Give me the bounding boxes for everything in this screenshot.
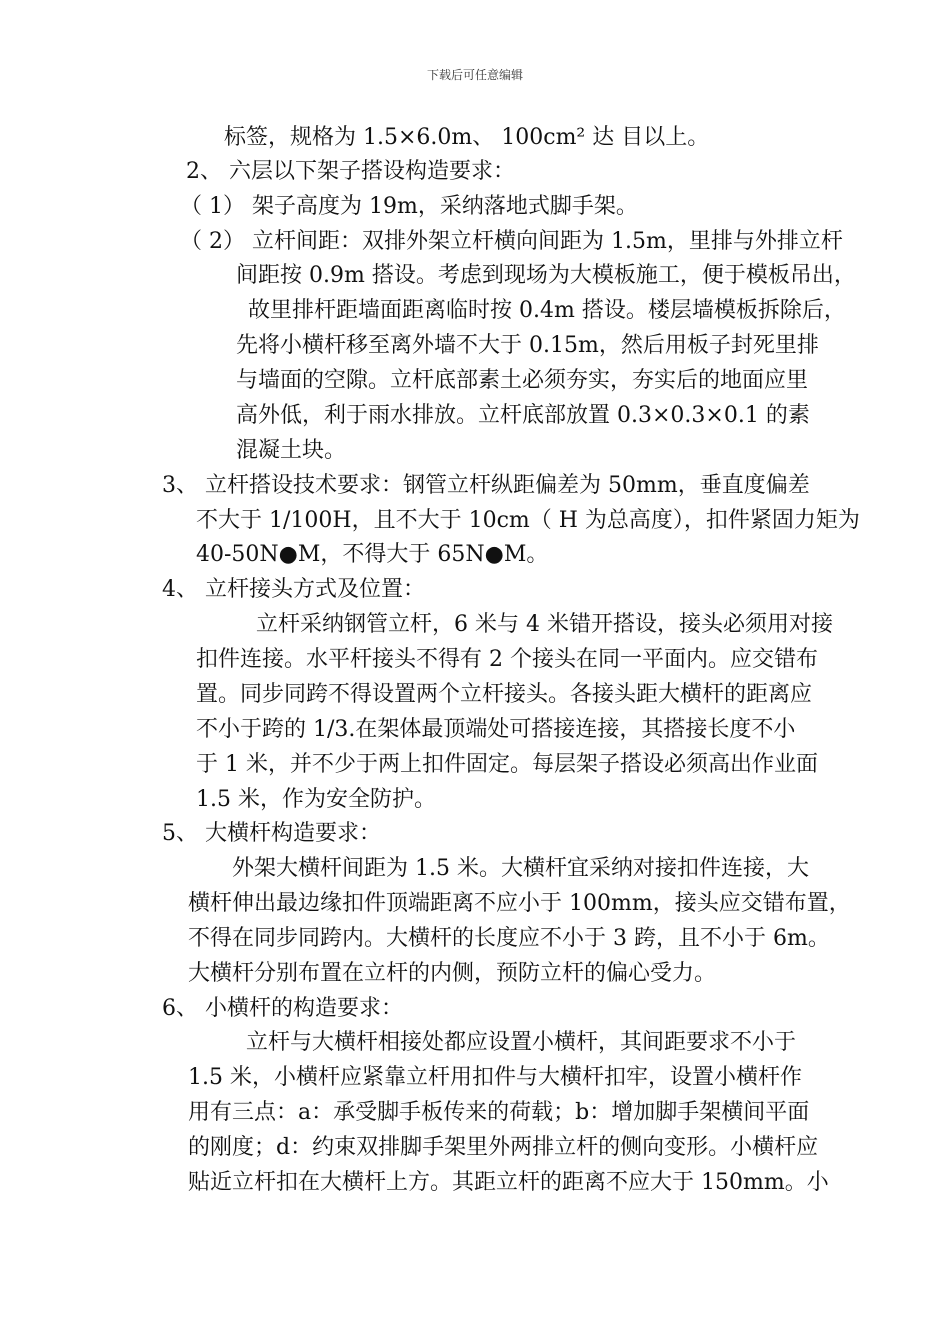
text-line-19: 于 1 米，并不少于两上扣件固定。每层架子搭设必须高出作业面 <box>196 752 818 777</box>
text-line-17: 置。同步同跨不得设置两个立杆接头。各接头距大横杆的距离应 <box>196 682 813 707</box>
text-line-1: 标签，规格为 1.5×6.0m、 100cm² 达 目以上。 <box>224 125 710 150</box>
text-line-11: 3、 立杆搭设技术要求：钢管立杆纵距偏差为 50mm，垂直度偏差 <box>162 473 810 498</box>
text-line-13: 40-50N●M，不得大于 65N●M。 <box>196 542 549 567</box>
page-header: 下载后可任意编辑 <box>426 68 523 82</box>
text-line-3: （ 1） 架子高度为 19m，采纳落地式脚手架。 <box>180 194 638 219</box>
text-line-5: 间距按 0.9m 搭设。考虑到现场为大模板施工，便于模板吊出， <box>236 263 856 288</box>
text-line-22: 外架大横杆间距为 1.5 米。大横杆宜采纳对接扣件连接，大 <box>232 856 809 881</box>
text-line-2: 2、 六层以下架子搭设构造要求： <box>186 159 515 184</box>
text-line-16: 扣件连接。水平杆接头不得有 2 个接头在同一平面内。应交错布 <box>196 647 818 672</box>
text-line-23: 横杆伸出最边缘扣件顶端距离不应小于 100mm，接头应交错布置， <box>188 891 851 916</box>
text-line-30: 的刚度；d：约束双排脚手架里外两排立杆的侧向变形。小横杆应 <box>188 1135 819 1160</box>
text-line-6: 故里排杆距墙面距离临时按 0.4m 搭设。楼层墙模板拆除后， <box>248 298 846 323</box>
text-line-4: （ 2） 立杆间距：双排外架立杆横向间距为 1.5m，里排与外排立杆 <box>180 229 843 254</box>
text-line-31: 贴近立杆扣在大横杆上方。其距立杆的距离不应大于 150mm。小 <box>188 1170 829 1195</box>
text-line-8: 与墙面的空隙。立杆底部素土必须夯实，夯实后的地面应里 <box>236 368 809 393</box>
text-line-20: 1.5 米，作为安全防护。 <box>196 787 436 812</box>
text-line-28: 1.5 米，小横杆应紧靠立杆用扣件与大横杆扣牢，设置小横杆作 <box>188 1065 802 1090</box>
text-line-7: 先将小横杆移至离外墙不大于 0.15m，然后用板子封死里排 <box>236 333 819 358</box>
text-line-9: 高外低，利于雨水排放。立杆底部放置 0.3×0.3×0.1 的素 <box>236 403 810 428</box>
text-line-10: 混凝土块。 <box>236 438 347 463</box>
text-line-14: 4、 立杆接头方式及位置： <box>162 577 425 602</box>
text-line-27: 立杆与大横杆相接处都应设置小横杆，其间距要求不小于 <box>246 1030 797 1055</box>
text-line-18: 不小于跨的 1/3.在架体最顶端处可搭接连接，其搭接长度不小 <box>196 717 796 742</box>
text-line-15: 立杆采纳钢管立杆，6 米与 4 米错开搭设，接头必须用对接 <box>256 612 833 637</box>
text-line-12: 不大于 1/100H，且不大于 10cm（ H 为总高度），扣件紧固力矩为 <box>196 508 860 533</box>
text-line-29: 用有三点：a：承受脚手板传来的荷载；b：增加脚手架横间平面 <box>188 1100 810 1125</box>
text-line-25: 大横杆分别布置在立杆的内侧，预防立杆的偏心受力。 <box>188 961 717 986</box>
text-line-21: 5、 大横杆构造要求： <box>162 821 381 846</box>
text-line-26: 6、 小横杆的构造要求： <box>162 996 403 1021</box>
text-line-24: 不得在同步同跨内。大横杆的长度应不小于 3 跨，且不小于 6m。 <box>188 926 830 951</box>
